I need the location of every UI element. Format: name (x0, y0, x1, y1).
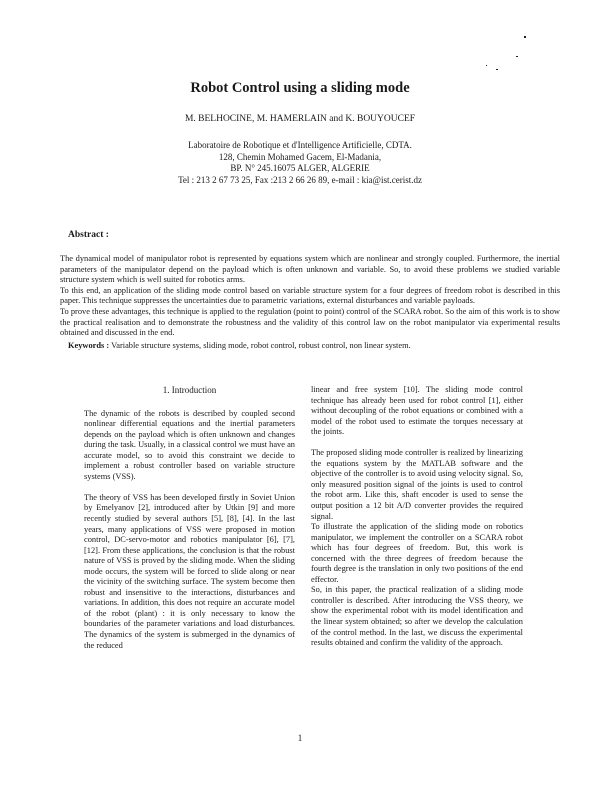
scan-speck (486, 65, 487, 66)
affiliation-line: Laboratoire de Robotique et d'Intelligence Artificielle, CDTA. (188, 140, 412, 150)
abstract-paragraph: To prove these advantages, this technique is applied to the regulation (point to point) control of the SCARA robot. So the aim of this work is to show the practical realisation and to demonstrate the robustness and the validity of this control law on the robot manipulator via experimental results obtained and discussed in the end. (60, 306, 560, 338)
section-heading-introduction: 1. Introduction (162, 385, 217, 395)
scan-speck (516, 56, 518, 57)
affiliation-block (0, 140, 600, 186)
body-paragraph: So, in this paper, the practical realization of a sliding mode controller is described. After introducing the VSS theory, we show the experimental robot with its model identification and the linear system obtained; so after we develop the calculation of the control method. In the last, we discuss the experimental results obtained and confirm the validity of the approach. (311, 585, 523, 648)
body-paragraph: To illustrate the application of the sliding mode on robotics manipulator, we implement the controller on a SCARA robot which has four degrees of freedom. But, this work is concerned with the three degrees of freedom because the fourth degree is the translation in only two positions of the end effector. (311, 522, 523, 584)
body-paragraph: The proposed sliding mode controller is realized by linearizing the equations system by the MATLAB software and the objective of the controller is to avoid using velocity signal. So, only measured position signal of the joints is used to control the robot arm. Like this, shaft encoder is used to sense the output position a 12 bit A/D converter provides the required signal. (311, 448, 523, 521)
abstract-paragraph: The dynamical model of manipulator robot is represented by equations system which are nonlinear and strongly coupled. Furthermore, the inertial parameters of the manipulator depend on the payload which is often unknown and variable. So, to avoid these problems we studied variable structure system which is well suited for robotics arms. (60, 254, 560, 285)
abstract-heading: Abstract : (68, 230, 109, 240)
keywords-label: Keywords : (68, 341, 110, 350)
page-number: 1 (297, 733, 303, 743)
affiliation-line: 128, Chemin Mohamed Gacem, El-Madania, (218, 151, 382, 162)
affiliation-line: Tel : 213 2 67 73 25, Fax :213 2 66 26 89, e-mail : kia@ist.cerist.dz (178, 174, 422, 185)
scan-speck (524, 36, 526, 38)
body-paragraph: The theory of VSS has been developed firstly in Soviet Union by Emelyanov [2], introduced after by Utkin [9] and more recently studied by several authors [5], [8], [4]. In the last years, many applications of VSS were proposed in motion control, DC-servo-motor and robotics manipulator [6], [7], [12]. From these applications, the conclusion is that the robust nature of VSS is proved by the sliding mode. When the sliding mode occurs, the system will be forced to slide along or near the vicinity of the switching surface. The system become then robust and insensitive to the interactions, disturbances and variations. In addition, this does not require an accurate model of the robot (plant) : it is only necessary to know the boundaries of the parameter variations and load disturbances. The dynamics of the system is submerged in the dynamics of the reduced (84, 492, 295, 650)
left-column (84, 385, 295, 651)
paper-title: Robot Control using a sliding mode (190, 80, 410, 96)
keywords-line (68, 341, 558, 352)
abstract-body (60, 254, 560, 339)
body-paragraph: The dynamic of the robots is described by coupled second nonlinear differential equations and the inertial parameters depends on the payload which is often unknown and changes during the task. Usually, in a classical control we must have an accurate model, so to avoid this constraint we decide to implement a robust controller based on variable structure systems (VSS). (84, 408, 295, 481)
author-list: M. BELHOCINE, M. HAMERLAIN and K. BOUYOUCEF (184, 114, 416, 124)
affiliation-line: BP. N° 245.16075 ALGER, ALGERIE (230, 163, 370, 173)
right-column (311, 385, 523, 649)
body-paragraph: linear and free system [10]. The sliding mode control technique has already been used for robot control [1], either without decoupling of the robot equations or combined with a model of the robot used to estimate the torques necessary at the joints. (311, 385, 523, 437)
keywords-text: Variable structure systems, sliding mode, robot control, robust control, non linear system. (109, 341, 411, 350)
scan-speck (496, 69, 498, 70)
abstract-paragraph: To this end, an application of the sliding mode control based on variable structure system for a four degrees of freedom robot is described in this paper. This technique suppresses the uncertainties due to parametric variations, external disturbances and variable payloads. (60, 285, 560, 306)
